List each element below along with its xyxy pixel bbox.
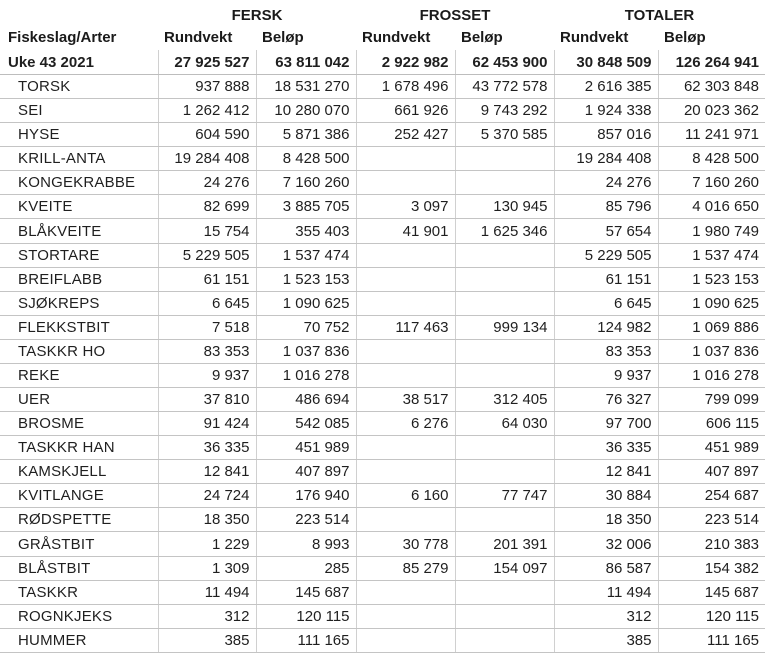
value-cell	[356, 243, 455, 267]
summary-cell: 2 922 982	[356, 50, 455, 75]
value-cell: 661 926	[356, 99, 455, 123]
value-cell: 1 980 749	[658, 219, 765, 243]
value-cell: 9 743 292	[455, 99, 554, 123]
value-cell	[356, 267, 455, 291]
table-row	[0, 315, 765, 339]
species-name: UER	[0, 388, 158, 412]
species-name: BREIFLABB	[0, 267, 158, 291]
group-header-blank	[0, 0, 158, 24]
table-row	[0, 75, 765, 99]
species-name: KVITLANGE	[0, 484, 158, 508]
table-row	[0, 267, 765, 291]
column-header-row	[0, 24, 765, 50]
value-cell: 62 303 848	[658, 75, 765, 99]
species-name: FLEKKSTBIT	[0, 315, 158, 339]
species-name: REKE	[0, 363, 158, 387]
species-name: KVEITE	[0, 195, 158, 219]
species-name: TASKKR HAN	[0, 436, 158, 460]
value-cell: 38 517	[356, 388, 455, 412]
value-cell: 82 699	[158, 195, 256, 219]
value-cell: 15 754	[158, 219, 256, 243]
value-cell: 11 494	[554, 580, 658, 604]
value-cell: 24 276	[554, 171, 658, 195]
value-cell: 6 160	[356, 484, 455, 508]
value-cell: 385	[554, 628, 658, 652]
value-cell	[455, 243, 554, 267]
value-cell: 18 350	[158, 508, 256, 532]
column-header-species: Fiskeslag/Arter	[8, 28, 117, 46]
value-cell: 30 884	[554, 484, 658, 508]
value-cell: 5 229 505	[158, 243, 256, 267]
value-cell: 542 085	[256, 412, 356, 436]
species-name: TORSK	[0, 75, 158, 99]
value-cell: 145 687	[256, 580, 356, 604]
value-cell: 312	[554, 604, 658, 628]
table-row	[0, 243, 765, 267]
table-row	[0, 388, 765, 412]
species-name: KRILL-ANTA	[0, 147, 158, 171]
table-row	[0, 460, 765, 484]
species-name: HUMMER	[0, 628, 158, 652]
summary-row	[0, 50, 765, 75]
table-row	[0, 99, 765, 123]
species-name: ROGNKJEKS	[0, 604, 158, 628]
value-cell: 8 428 500	[658, 147, 765, 171]
value-cell	[455, 460, 554, 484]
table-row	[0, 339, 765, 363]
summary-cell: 62 453 900	[455, 50, 554, 75]
value-cell: 210 383	[658, 532, 765, 556]
table-row	[0, 171, 765, 195]
value-cell: 1 523 153	[256, 267, 356, 291]
value-cell: 43 772 578	[455, 75, 554, 99]
value-cell: 407 897	[658, 460, 765, 484]
value-cell: 312	[158, 604, 256, 628]
value-cell: 36 335	[554, 436, 658, 460]
group-header-frosset: FROSSET	[419, 7, 491, 24]
value-cell: 1 069 886	[658, 315, 765, 339]
value-cell: 451 989	[256, 436, 356, 460]
value-cell: 3 885 705	[256, 195, 356, 219]
value-cell: 176 940	[256, 484, 356, 508]
species-name: SEI	[0, 99, 158, 123]
value-cell: 10 280 070	[256, 99, 356, 123]
value-cell: 37 810	[158, 388, 256, 412]
value-cell: 7 160 260	[256, 171, 356, 195]
value-cell: 312 405	[455, 388, 554, 412]
value-cell: 1 262 412	[158, 99, 256, 123]
value-cell: 97 700	[554, 412, 658, 436]
summary-cell: 126 264 941	[658, 50, 765, 75]
species-name: BLÅKVEITE	[0, 219, 158, 243]
value-cell: 1 678 496	[356, 75, 455, 99]
value-cell: 4 016 650	[658, 195, 765, 219]
value-cell: 7 160 260	[658, 171, 765, 195]
value-cell: 117 463	[356, 315, 455, 339]
value-cell: 8 993	[256, 532, 356, 556]
value-cell	[455, 291, 554, 315]
column-header-totaler-rundvekt: Rundvekt	[560, 28, 629, 46]
table-row	[0, 363, 765, 387]
value-cell	[455, 628, 554, 652]
value-cell: 385	[158, 628, 256, 652]
value-cell: 937 888	[158, 75, 256, 99]
value-cell: 5 871 386	[256, 123, 356, 147]
value-cell: 606 115	[658, 412, 765, 436]
summary-cell: 30 848 509	[554, 50, 658, 75]
value-cell: 201 391	[455, 532, 554, 556]
table-row	[0, 195, 765, 219]
value-cell: 3 097	[356, 195, 455, 219]
value-cell: 12 841	[158, 460, 256, 484]
value-cell: 11 494	[158, 580, 256, 604]
value-cell: 130 945	[455, 195, 554, 219]
value-cell: 18 350	[554, 508, 658, 532]
value-cell: 20 023 362	[658, 99, 765, 123]
value-cell: 145 687	[658, 580, 765, 604]
value-cell: 1 537 474	[256, 243, 356, 267]
table-body	[0, 50, 765, 652]
value-cell	[356, 171, 455, 195]
species-name: SJØKREPS	[0, 291, 158, 315]
value-cell: 120 115	[658, 604, 765, 628]
value-cell	[455, 147, 554, 171]
table-row	[0, 412, 765, 436]
value-cell: 7 518	[158, 315, 256, 339]
value-cell: 1 037 836	[256, 339, 356, 363]
value-cell: 36 335	[158, 436, 256, 460]
table-row	[0, 556, 765, 580]
value-cell: 1 523 153	[658, 267, 765, 291]
value-cell: 799 099	[658, 388, 765, 412]
column-header-fersk-rundvekt: Rundvekt	[164, 28, 233, 46]
value-cell	[455, 363, 554, 387]
value-cell: 6 645	[554, 291, 658, 315]
table-row	[0, 436, 765, 460]
value-cell: 407 897	[256, 460, 356, 484]
value-cell: 1 537 474	[658, 243, 765, 267]
value-cell: 30 778	[356, 532, 455, 556]
table-row	[0, 147, 765, 171]
value-cell: 111 165	[256, 628, 356, 652]
value-cell: 154 097	[455, 556, 554, 580]
value-cell: 6 276	[356, 412, 455, 436]
table-row	[0, 291, 765, 315]
value-cell: 70 752	[256, 315, 356, 339]
value-cell: 24 724	[158, 484, 256, 508]
species-name: TASKKR	[0, 580, 158, 604]
table-row	[0, 508, 765, 532]
value-cell	[356, 628, 455, 652]
value-cell: 61 151	[554, 267, 658, 291]
value-cell: 857 016	[554, 123, 658, 147]
value-cell: 77 747	[455, 484, 554, 508]
value-cell	[356, 460, 455, 484]
value-cell: 11 241 971	[658, 123, 765, 147]
table-row	[0, 219, 765, 243]
column-header-frosset-belop: Beløp	[461, 28, 503, 46]
summary-cell: 27 925 527	[158, 50, 256, 75]
value-cell: 252 427	[356, 123, 455, 147]
value-cell	[356, 436, 455, 460]
table-row	[0, 604, 765, 628]
table-row	[0, 123, 765, 147]
value-cell: 486 694	[256, 388, 356, 412]
group-header-row	[0, 0, 765, 24]
value-cell: 1 037 836	[658, 339, 765, 363]
species-name: KONGEKRABBE	[0, 171, 158, 195]
table-row	[0, 484, 765, 508]
value-cell	[356, 363, 455, 387]
value-cell: 9 937	[554, 363, 658, 387]
value-cell: 254 687	[658, 484, 765, 508]
value-cell: 1 924 338	[554, 99, 658, 123]
species-name: RØDSPETTE	[0, 508, 158, 532]
table-row	[0, 580, 765, 604]
value-cell: 5 370 585	[455, 123, 554, 147]
summary-cell: 63 811 042	[256, 50, 356, 75]
table-row	[0, 532, 765, 556]
species-name: HYSE	[0, 123, 158, 147]
value-cell: 86 587	[554, 556, 658, 580]
value-cell: 1 625 346	[455, 219, 554, 243]
value-cell: 999 134	[455, 315, 554, 339]
value-cell	[455, 508, 554, 532]
value-cell: 83 353	[554, 339, 658, 363]
value-cell	[455, 267, 554, 291]
summary-label: Uke 43 2021	[0, 50, 158, 75]
value-cell: 76 327	[554, 388, 658, 412]
column-header-fersk-belop: Beløp	[262, 28, 304, 46]
column-header-frosset-rundvekt: Rundvekt	[362, 28, 431, 46]
value-cell: 64 030	[455, 412, 554, 436]
value-cell: 32 006	[554, 532, 658, 556]
value-cell: 19 284 408	[158, 147, 256, 171]
species-name: BROSME	[0, 412, 158, 436]
value-cell	[455, 580, 554, 604]
value-cell: 2 616 385	[554, 75, 658, 99]
value-cell	[356, 147, 455, 171]
value-cell: 1 229	[158, 532, 256, 556]
value-cell: 1 016 278	[256, 363, 356, 387]
table-row	[0, 628, 765, 652]
value-cell: 83 353	[158, 339, 256, 363]
species-name: KAMSKJELL	[0, 460, 158, 484]
value-cell	[356, 339, 455, 363]
value-cell: 285	[256, 556, 356, 580]
value-cell: 6 645	[158, 291, 256, 315]
value-cell: 85 279	[356, 556, 455, 580]
value-cell	[356, 508, 455, 532]
value-cell	[356, 604, 455, 628]
value-cell: 24 276	[158, 171, 256, 195]
value-cell: 91 424	[158, 412, 256, 436]
value-cell: 1 090 625	[256, 291, 356, 315]
value-cell	[356, 291, 455, 315]
value-cell	[356, 580, 455, 604]
value-cell: 85 796	[554, 195, 658, 219]
value-cell: 111 165	[658, 628, 765, 652]
group-header-fersk: FERSK	[231, 7, 283, 24]
species-name: TASKKR HO	[0, 339, 158, 363]
value-cell: 18 531 270	[256, 75, 356, 99]
value-cell: 8 428 500	[256, 147, 356, 171]
value-cell: 120 115	[256, 604, 356, 628]
group-header-totaler: TOTALER	[624, 7, 695, 24]
value-cell: 124 982	[554, 315, 658, 339]
value-cell: 223 514	[658, 508, 765, 532]
value-cell: 223 514	[256, 508, 356, 532]
species-name: STORTARE	[0, 243, 158, 267]
column-header-totaler-belop: Beløp	[664, 28, 706, 46]
value-cell: 604 590	[158, 123, 256, 147]
value-cell: 1 016 278	[658, 363, 765, 387]
value-cell: 451 989	[658, 436, 765, 460]
value-cell: 61 151	[158, 267, 256, 291]
species-name: BLÅSTBIT	[0, 556, 158, 580]
value-cell: 41 901	[356, 219, 455, 243]
value-cell: 355 403	[256, 219, 356, 243]
value-cell: 154 382	[658, 556, 765, 580]
value-cell: 9 937	[158, 363, 256, 387]
value-cell	[455, 339, 554, 363]
value-cell: 1 309	[158, 556, 256, 580]
value-cell: 5 229 505	[554, 243, 658, 267]
species-name: GRÅSTBIT	[0, 532, 158, 556]
value-cell	[455, 171, 554, 195]
value-cell: 19 284 408	[554, 147, 658, 171]
value-cell: 1 090 625	[658, 291, 765, 315]
value-cell	[455, 604, 554, 628]
value-cell	[455, 436, 554, 460]
value-cell: 12 841	[554, 460, 658, 484]
value-cell: 57 654	[554, 219, 658, 243]
